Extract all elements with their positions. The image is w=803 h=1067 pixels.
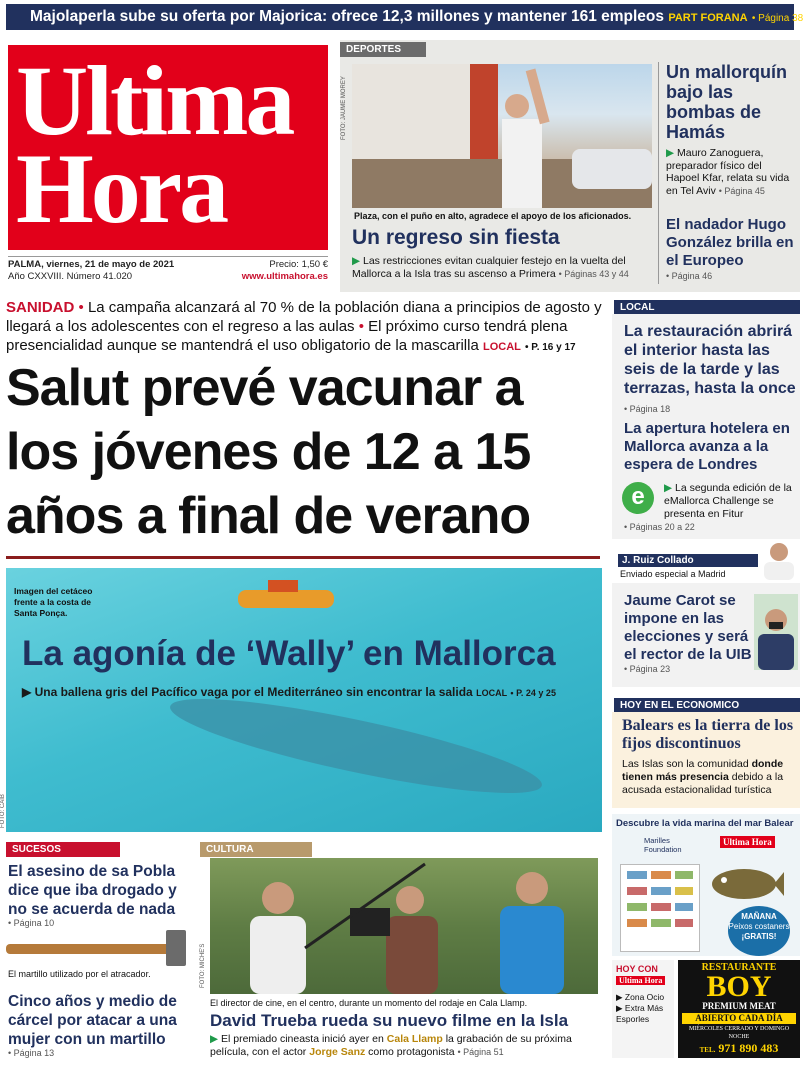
local-story2-sub [664,482,800,521]
whale-section[interactable]: LOCAL [476,688,508,698]
logo-line2: Hora [16,133,227,244]
ad-line1: RESTAURANTE [701,962,777,973]
cultura-summary-c: como protagonista [365,1045,455,1058]
divider [658,62,659,284]
stadium-tower [470,64,498,164]
cultura-headline[interactable]: David Trueba rueda su nuevo filme en la Isla [210,1011,569,1030]
cultura-caption: El director de cine, en el centro, durante un momento del rodaje en Cala Llamp. [210,998,528,1008]
cultura-summary-a: El premiado cineasta inició ayer en [221,1033,387,1045]
triangle-icon: ▶ [616,992,623,1002]
deportes-pages: • Páginas 43 y 44 [558,269,629,279]
promo-badge-line3: ¡GRATIS! [741,932,777,941]
ad-phone-row [678,1041,800,1057]
promo-badge [728,906,790,956]
masthead-logo[interactable] [8,45,328,250]
hoy-con-item-2[interactable] [616,1003,672,1025]
boat-people [268,580,298,592]
top-banner-page: • Página 38 [751,13,803,24]
cultura-page: • Página 51 [457,1046,504,1057]
person-icon [760,540,798,580]
fish-icon [704,862,784,906]
triangle-icon: ▶ [664,482,673,494]
cultura-actor: Jorge Sanz [309,1045,366,1058]
hugo-page: • Página 46 [666,271,713,281]
person-icon [754,594,798,670]
carot-photo [754,594,798,670]
top-banner[interactable] [6,4,803,30]
promo-foundation: Marilles Foundation [644,836,682,854]
issue-number: Año CXXVIII. Número 41.020 [8,271,133,282]
sanidad-section[interactable]: SANIDAD [6,299,75,316]
hamas-summary [666,147,796,197]
carot-headline[interactable]: Jaume Carot se impone en las elecciones y será el rector de la UIB [624,592,752,663]
sucesos-headline-2[interactable]: Cinco años y medio de cárcel por atacar a una mujer con un martillo [8,993,177,1048]
deportes-headline[interactable]: Un regreso sin fiesta [352,226,560,249]
player-body [502,119,542,208]
fish-grid-illustration [621,865,699,951]
deportes-summary [352,255,658,281]
triangle-icon: ▶ [352,255,361,267]
price: Precio: 1,50 € [269,259,328,270]
economico-summary [622,758,798,797]
deportes-caption: Plaza, con el puño en alto, agradece el apoyo de los aficionados. [354,211,632,221]
bullet: • [78,299,84,316]
deportes-section-tag[interactable]: DEPORTES [340,42,426,57]
masthead-meta [8,256,328,283]
ad-line3: PREMIUM MEAT [702,1001,776,1011]
hamas-page: • Página 45 [718,185,765,196]
ad-phone: 971 890 483 [718,1041,779,1055]
hoy-con-title: HOY CON [616,964,658,974]
player-head [505,94,529,118]
local-story2-sub-text: La segunda edición de la eMallorca Challenge se presenta en Fitur [664,482,792,520]
top-banner-text: Majolaperla sube su oferta por Majorica: ofrece 12,3 millones y mantener 161 empleos [30,8,665,25]
deportes-summary-text: Las restricciones evitan cualquier festejo en la vuelta del Mallorca a la Isla tras su ascenso a Primera [352,255,626,280]
economico-summary-b: donde tienen más presencia [622,758,784,783]
sucesos-caption: El martillo utilizado por el atracador. [8,969,151,979]
triangle-icon: ▶ [210,1033,219,1045]
promo-poster [620,864,700,952]
stadium-illustration [352,64,652,208]
hoy-con-item-1-label: Zona Ocio [624,992,665,1002]
restaurant-ad[interactable] [678,960,800,1066]
top-banner-section: PART FORANA [668,12,748,24]
hammer-icon [6,928,196,968]
promo-badge-line2: Peixos costaners [728,922,790,931]
economico-summary-a: Las Islas son la comunidad [622,758,752,770]
sucesos-page: • Página 10 [8,918,55,928]
ad-url: restauranteboy.com [707,1057,771,1066]
deportes-photo[interactable] [352,64,652,208]
lead-text-1: La campaña alcanzará al 70 % de la población diana a principios de agosto y llegará a los adolescentes con el regreso a las aulas [6,299,602,335]
whale-summary-text: Una ballena gris del Pacífico vaga por el Mediterráneo sin encontrar la salida [34,685,473,699]
website-link[interactable]: www.ultimahora.es [241,271,328,282]
lead-headline-line3: años a final de verano [6,487,531,545]
hoy-con-brand: Ultima Hora [616,976,665,985]
local-story1-headline[interactable]: La restauración abrirá el interior hasta las seis de la tarde y las terrazas, hasta la once [624,323,796,397]
economico-summary-c: debido a la acusada estacionalidad turística [622,771,784,796]
collado-name[interactable]: J. Ruiz Collado [618,554,758,567]
bullet: • [358,318,364,335]
divider [6,556,600,559]
promo-title: Descubre la vida marina del mar Balear [616,818,794,829]
ad-line5: MIÉRCOLES CERRADO Y DOMINGO NOCHE [688,1026,790,1040]
lead-pages: • P. 16 y 17 [525,342,576,353]
whale-headline[interactable]: La agonía de ‘Wally’ en Mallorca [22,634,556,673]
collado-avatar [760,540,798,580]
hugo-headline[interactable]: El nadador Hugo González brilla en el Europeo [666,216,794,269]
ad-phone-label: TEL. [699,1046,716,1054]
hamas-summary-text: Mauro Zanoguera, preparador físico del Hapoel Kfar, relata su vida en Tel Aviv [666,147,790,197]
local-story2-headline[interactable]: La apertura hotelera en Mallorca avanza a la espera de Londres [624,420,790,473]
lead-local-section[interactable]: LOCAL [482,341,521,353]
cultura-summary [210,1033,602,1058]
cultura-photo-credit: FOTO: MICHE'S [200,943,206,988]
sucesos-page-2: • Página 13 [8,1048,55,1058]
whale-caption: Imagen del cetáceo frente a la costa de Santa Ponça. [14,586,93,618]
whale-pages: • P. 24 y 25 [510,688,556,698]
hoy-con-items [616,992,672,1025]
cultura-photo[interactable] [210,858,598,994]
lead-intro [6,298,602,357]
hoy-con-item-2-label: Extra Más Esporles [616,1003,664,1024]
ad-line4: ABIERTO CADA DÍA [682,1013,796,1024]
boat [238,590,334,608]
film-crew-illustration [210,858,598,994]
whale-shape [165,681,548,811]
whale-summary [22,685,592,699]
deportes-photo-credit: FOTO: JAUME MOREY [341,76,347,140]
local-section-tag[interactable]: LOCAL [614,300,800,315]
triangle-icon: ▶ [666,147,675,159]
dateline: PALMA, viernes, 21 de mayo de 2021 [8,259,175,270]
whale-photo-credit: FOTO: CAIB [0,794,6,828]
cultura-place: Cala Llamp [386,1033,443,1045]
cultura-section-tag[interactable]: CULTURA [200,842,312,857]
player-arm [526,69,550,125]
lead-headline-line1: Salut prevé vacunar a [6,359,523,417]
lead-headline[interactable] [6,356,602,548]
car [572,149,652,189]
promo-brand: Ultima Hora [720,836,775,848]
logo-line1: Ultima [16,45,293,156]
economico-headline[interactable]: Balears es la tierra de los fijos discontinuos [622,717,794,752]
lead-headline-line2: los jóvenes de 12 a 15 [6,423,531,481]
triangle-icon: ▶ [22,685,32,699]
collado-role: Enviado especial a Madrid [620,569,726,579]
sucesos-section-tag[interactable]: SUCESOS [6,842,120,857]
ad-line2: BOY [706,970,772,1003]
sucesos-headline[interactable]: El asesino de sa Pobla dice que iba drogado y no se acuerda de nada [8,863,177,918]
carot-page: • Página 23 [624,664,671,674]
hoy-con-item-1[interactable] [616,992,672,1003]
local-story1-page: • Página 18 [624,404,671,414]
hamas-headline[interactable]: Un mallorquín bajo las bombas de Hamás [666,62,787,142]
cultura-summary-b: la grabación de su próxima película, con el actor [210,1033,572,1058]
emallorca-logo-icon: e [622,482,654,514]
promo-badge-line1: MAÑANA [741,912,777,921]
economico-section-tag[interactable]: HOY EN EL ECONOMICO [614,698,800,713]
local-story2-pages: • Páginas 20 a 22 [624,522,695,532]
triangle-icon: ▶ [616,1003,623,1013]
lead-text-2: El próximo curso tendrá plena presencialidad aunque se mantendrá el uso obligatorio de la mascarilla [6,318,568,354]
